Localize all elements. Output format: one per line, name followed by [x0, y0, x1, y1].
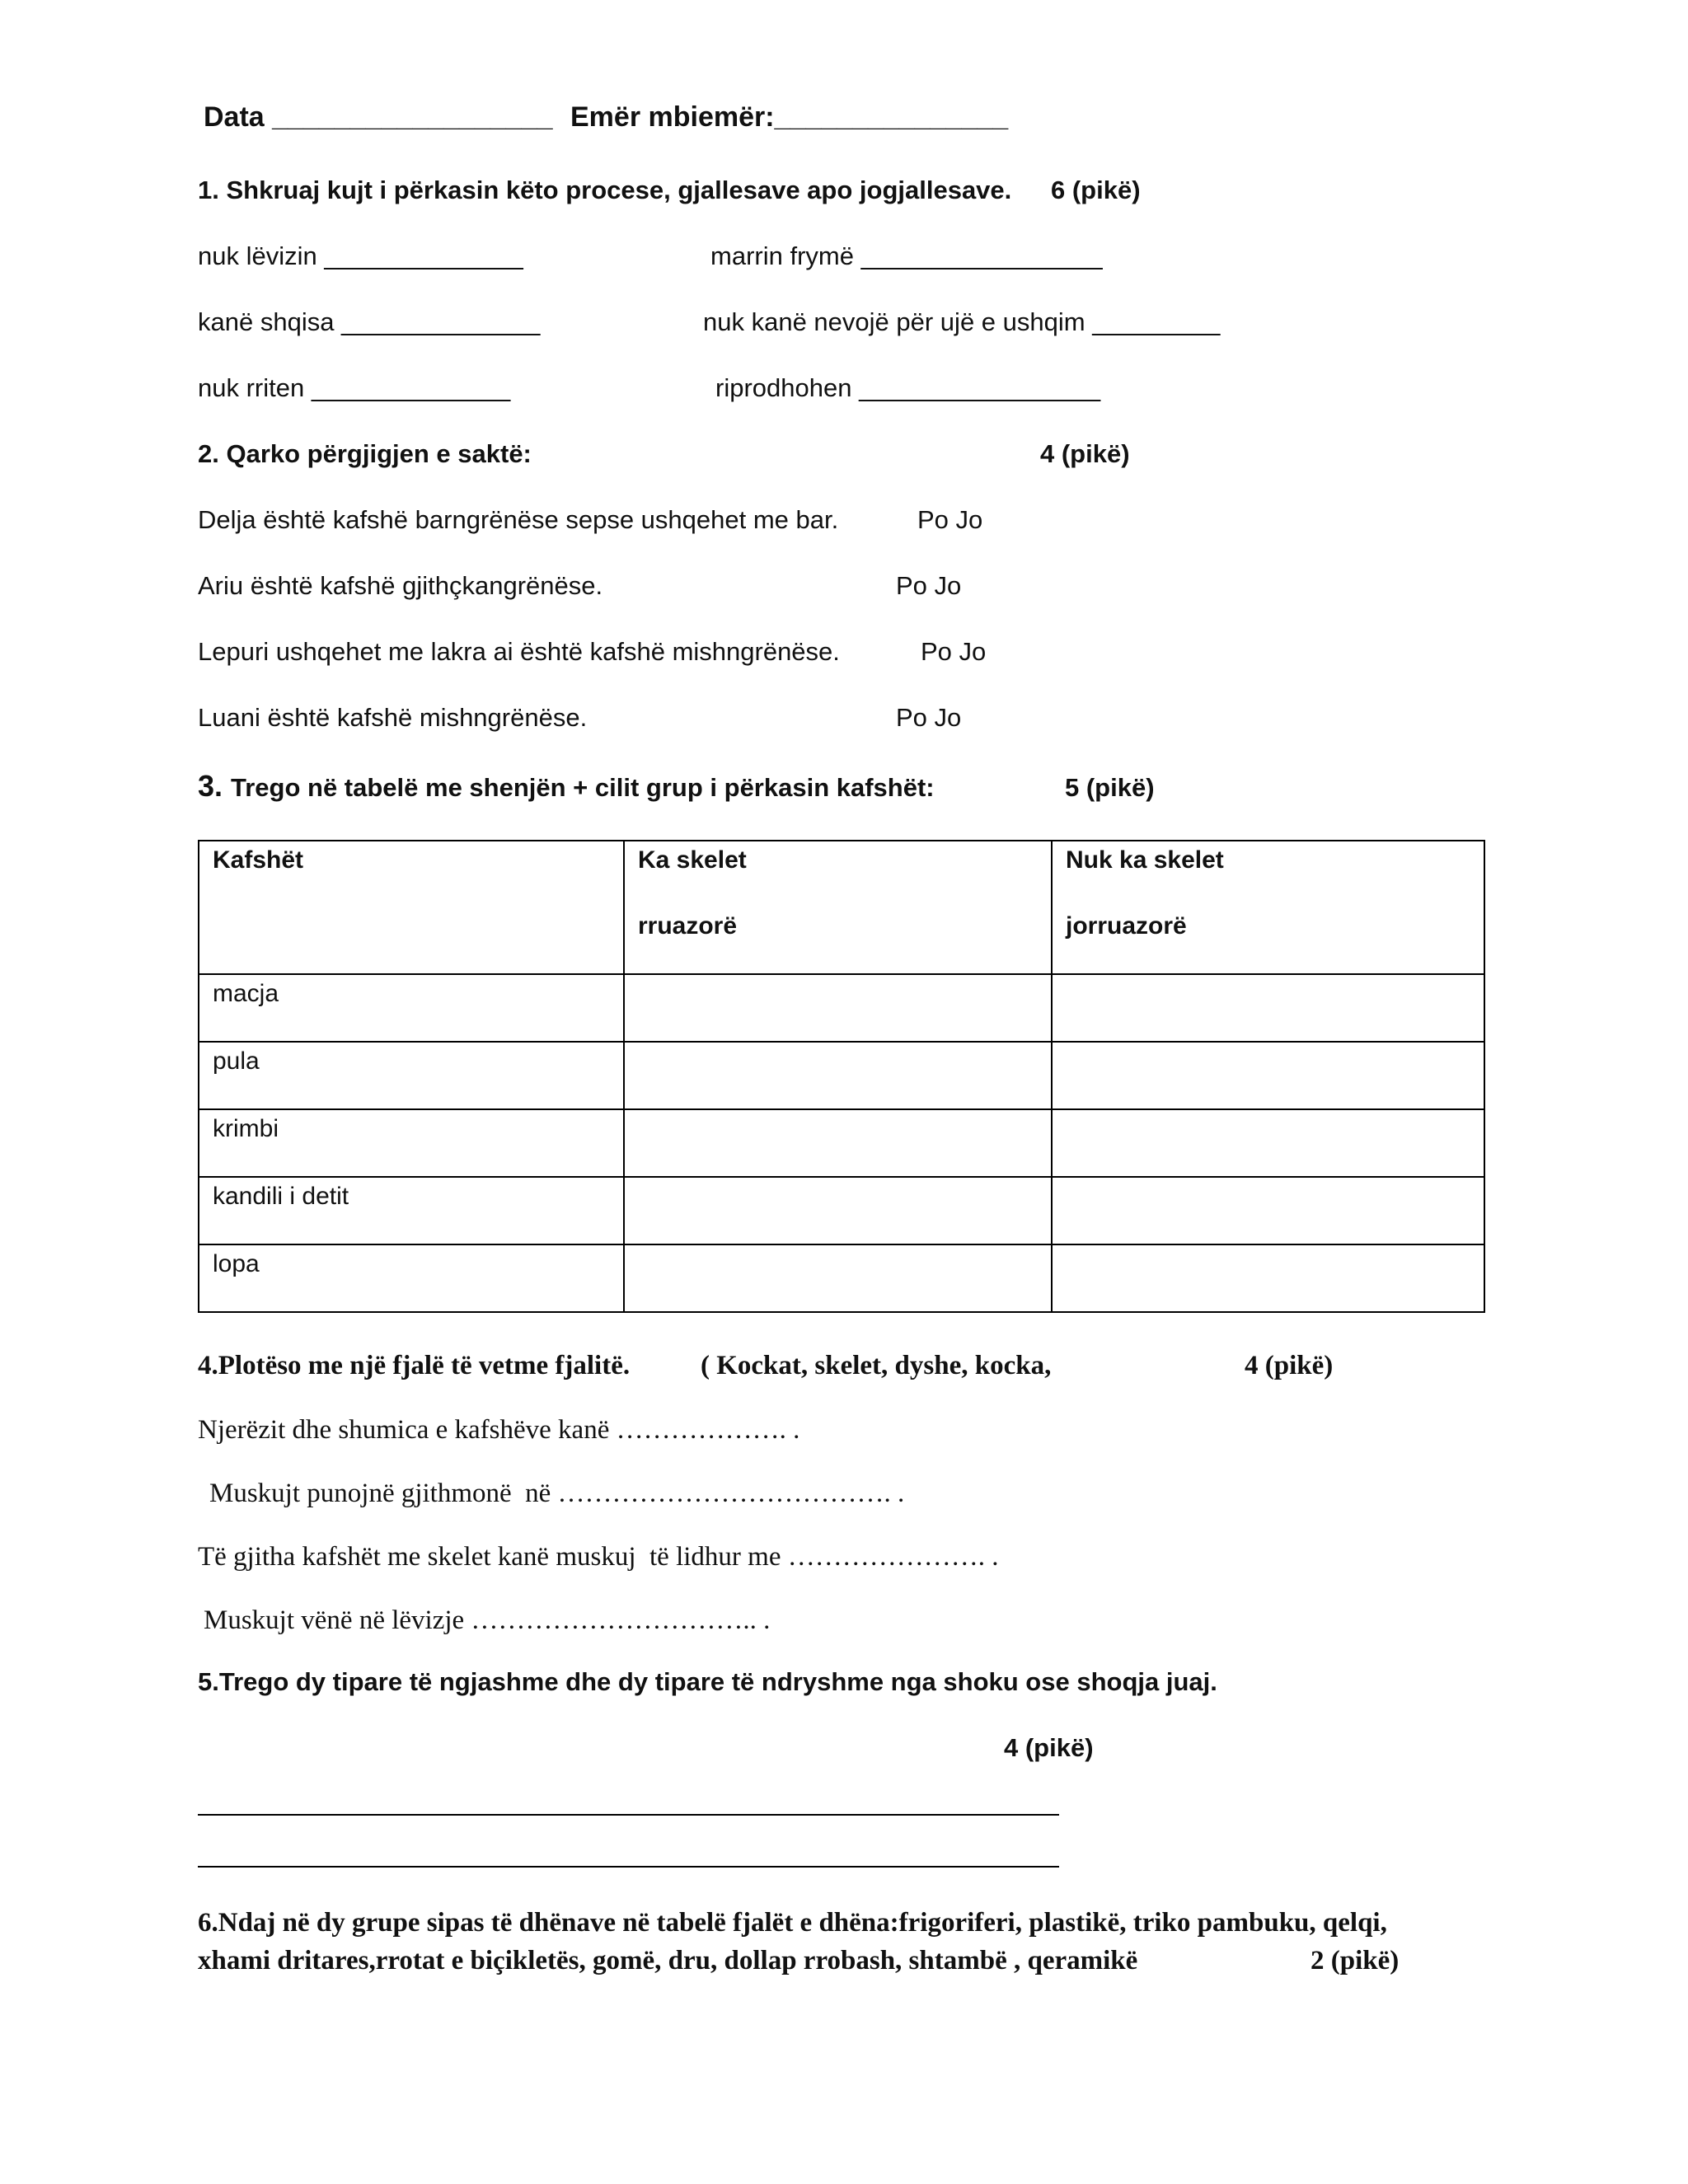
q3-title: Trego në tabelë me shenjën + cilit grup i përkasin kafshët:	[231, 773, 935, 802]
q3-number: 3.	[198, 769, 223, 803]
name-field-label: Emër mbiemër:_______________	[570, 101, 1009, 133]
q2-options: Po Jo	[896, 703, 962, 732]
invertebrate-answer-cell[interactable]	[1052, 1177, 1484, 1244]
q6-text	[198, 1904, 1500, 1980]
q2-options: Po Jo	[921, 637, 987, 666]
q2-statement: Delja është kafshë barngrënëse sepse ushqehet me bar.	[198, 505, 839, 534]
header-cell	[199, 841, 624, 974]
invertebrate-answer-cell[interactable]	[1052, 1109, 1484, 1177]
q4-sentence: Të gjitha kafshët me skelet kanë muskuj të lidhur me …………………. .	[198, 1542, 999, 1572]
q4-word-bank: ( Kockat, skelet, dyshe, kocka,	[701, 1351, 1052, 1380]
answer-line[interactable]	[198, 1866, 1059, 1868]
table-row	[199, 1177, 1484, 1244]
animal-name-cell: pula	[199, 1042, 624, 1109]
header-text: Kafshët	[213, 846, 304, 874]
q1-item: nuk lëvizin ______________	[198, 241, 523, 270]
q2-statement: Ariu është kafshë gjithçkangrënëse.	[198, 571, 603, 600]
table-row	[199, 1244, 1484, 1312]
animal-name-cell: lopa	[199, 1244, 624, 1312]
q2-options: Po Jo	[896, 571, 962, 600]
header-subtext: rruazorë	[638, 912, 738, 940]
q1-item: nuk kanë nevojë për ujë e ushqim _________	[703, 307, 1221, 336]
table-row	[199, 974, 1484, 1042]
q1-item: kanë shqisa ______________	[198, 307, 541, 336]
date-field-label: Data __________________	[204, 101, 553, 133]
q3-points: 5 (pikë)	[1065, 773, 1155, 802]
vertebrate-answer-cell[interactable]	[624, 1109, 1052, 1177]
q1-item: riprodhohen _________________	[715, 373, 1101, 402]
invertebrate-answer-cell[interactable]	[1052, 1244, 1484, 1312]
q1-title: 1. Shkruaj kujt i përkasin këto procese, gjallesave apo jogjallesave.	[198, 176, 1012, 204]
q1-item: nuk rriten ______________	[198, 373, 511, 402]
animal-name-cell: kandili i detit	[199, 1177, 624, 1244]
header-text: Nuk ka skelet	[1066, 846, 1224, 874]
q6-points: 2 (pikë)	[1311, 1946, 1400, 1975]
animal-name-cell: krimbi	[199, 1109, 624, 1177]
q4-sentence: Muskujt punojnë gjithmonë në ………………………………. .	[209, 1479, 905, 1508]
header-cell	[1052, 841, 1484, 974]
q4-sentence: Njerëzit dhe shumica e kafshëve kanë ………………. .	[198, 1415, 800, 1445]
vertebrate-answer-cell[interactable]	[624, 1244, 1052, 1312]
table-header-row	[199, 841, 1484, 974]
answer-line[interactable]	[198, 1814, 1059, 1816]
q4-sentence: Muskujt vënë në lëvizje ………………………….. .	[204, 1605, 771, 1635]
q6-line: xhami dritares,rrotat e biçikletës, gomë, dru, dollap rrobash, shtambë , qeramikë	[198, 1946, 1138, 1975]
q2-title: 2. Qarko përgjigjen e saktë:	[198, 439, 532, 468]
table-row	[199, 1109, 1484, 1177]
q6-line-wrapper	[198, 1942, 1500, 1980]
q1-item: marrin frymë _________________	[710, 241, 1103, 270]
animals-classification-table	[198, 840, 1485, 1313]
q2-statement: Lepuri ushqehet me lakra ai është kafshë mishngrënëse.	[198, 637, 840, 666]
q4-title: 4.Plotëso me një fjalë të vetme fjalitë.	[198, 1351, 631, 1380]
q5-points: 4 (pikë)	[1004, 1733, 1094, 1762]
vertebrate-answer-cell[interactable]	[624, 974, 1052, 1042]
header-subtext: jorruazorë	[1066, 912, 1187, 940]
vertebrate-answer-cell[interactable]	[624, 1042, 1052, 1109]
header-cell	[624, 841, 1052, 974]
header-text: Ka skelet	[638, 846, 747, 874]
table-row	[199, 1042, 1484, 1109]
q1-points: 6 (pikë)	[1051, 176, 1141, 204]
q2-options: Po Jo	[917, 505, 983, 534]
vertebrate-answer-cell[interactable]	[624, 1177, 1052, 1244]
q4-points: 4 (pikë)	[1245, 1351, 1334, 1380]
q6-line: 6.Ndaj në dy grupe sipas të dhënave në tabelë fjalët e dhëna:frigoriferi, plastikë, triko pambuku, qelqi,	[198, 1908, 1387, 1938]
invertebrate-answer-cell[interactable]	[1052, 1042, 1484, 1109]
q5-title: 5.Trego dy tipare të ngjashme dhe dy tipare të ndryshme nga shoku ose shoqja juaj.	[198, 1667, 1217, 1696]
q2-points: 4 (pikë)	[1040, 439, 1130, 468]
animal-name-cell: macja	[199, 974, 624, 1042]
invertebrate-answer-cell[interactable]	[1052, 974, 1484, 1042]
q2-statement: Luani është kafshë mishngrënëse.	[198, 703, 588, 732]
